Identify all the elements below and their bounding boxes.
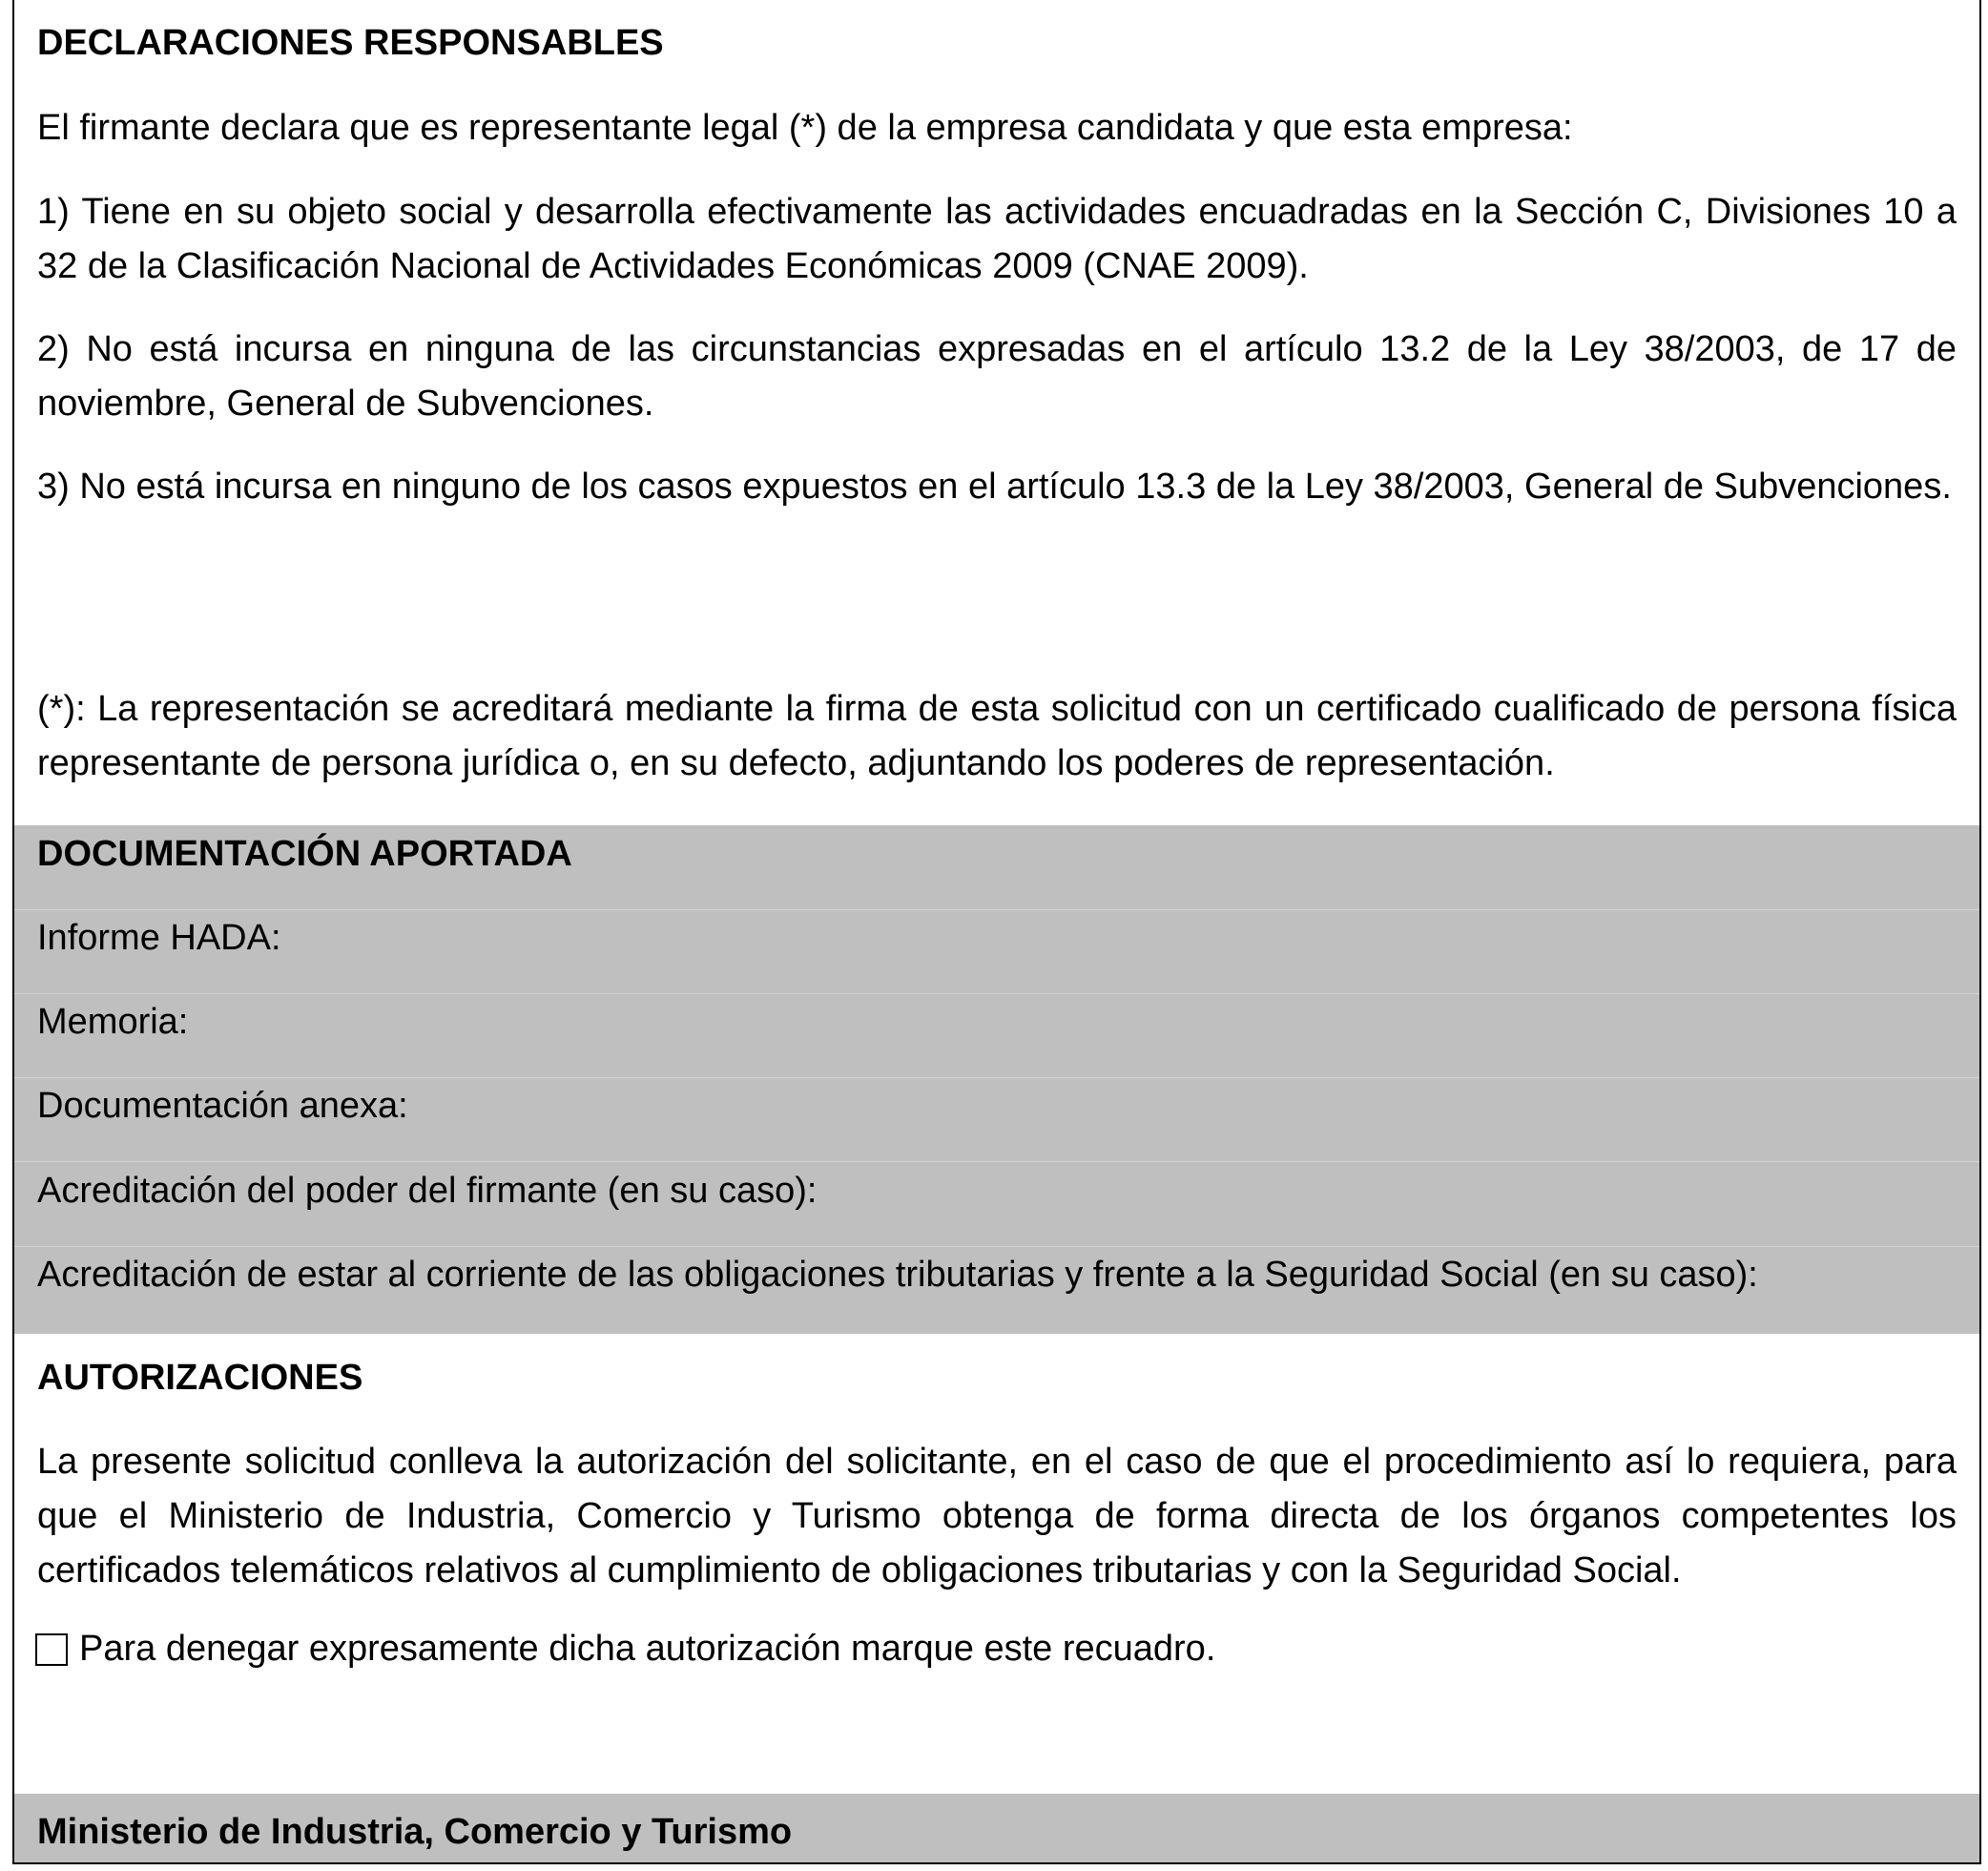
form-frame — [12, 0, 1981, 1864]
doc-item-acreditacion-poder: Acreditación del poder del firmante (en su caso): — [37, 1171, 818, 1211]
declaracion-item-3: 3) No está incursa en ninguno de los casos expuestos en el artículo 13.3 de la Ley 38/2003, General de Subvenciones. — [37, 467, 1952, 507]
declaraciones-heading: DECLARACIONES RESPONSABLES — [37, 23, 664, 63]
declaracion-item-1: 1) Tiene en su objeto social y desarrolla efectivamente las actividades encuadradas en la Sección C, Divisiones 10 a 32 de la Clasificación Nacional de Actividades Económicas 2009 (CNAE 2009). — [37, 192, 1957, 286]
doc-item-memoria: Memoria: — [37, 1002, 189, 1042]
row-divider — [14, 909, 1979, 910]
declaraciones-footnote: (*): La representación se acreditará mediante la firma de esta solicitud con un certificado cualificado de persona física representante de persona jurídica o, en su defecto, adjuntando los poderes de representación. — [37, 689, 1957, 783]
doc-item-informe-hada: Informe HADA: — [37, 918, 281, 958]
footer-band — [14, 1794, 1979, 1864]
declaracion-item-2: 2) No está incursa en ninguna de las circunstancias expresadas en el artículo 13.2 de la Ley 38/2003, de 17 de noviembre, General de Subvenciones. — [37, 329, 1957, 424]
declaraciones-section — [14, 0, 1979, 825]
denegar-autorizacion-checkbox[interactable] — [35, 1633, 68, 1666]
row-divider — [14, 993, 1979, 994]
autorizaciones-body: La presente solicitud conlleva la autorización del solicitante, en el caso de que el procedimiento así lo requiera, para que el Ministerio de Industria, Comercio y Turismo obtenga de forma directa de los órganos competentes los certificados telemáticos relativos al cumplimiento de obligaciones tributarias y con la Seguridad Social. — [37, 1442, 1957, 1590]
autorizaciones-section — [14, 1334, 1979, 1794]
declaraciones-intro: El firmante declara que es representante legal (*) de la empresa candidata y que esta empresa: — [37, 108, 1573, 148]
row-divider — [14, 1246, 1979, 1247]
documentacion-heading: DOCUMENTACIÓN APORTADA — [37, 834, 572, 874]
denegar-autorizacion-label: Para denegar expresamente dicha autorización marque este recuadro. — [79, 1629, 1216, 1669]
doc-item-documentacion-anexa: Documentación anexa: — [37, 1086, 408, 1126]
row-divider — [14, 1161, 1979, 1162]
documentacion-section — [14, 825, 1979, 1334]
doc-item-acreditacion-obligaciones: Acreditación de estar al corriente de las obligaciones tributarias y frente a la Seguridad Social (en su caso): — [37, 1255, 1758, 1295]
ministry-name: Ministerio de Industria, Comercio y Turismo — [37, 1812, 793, 1852]
autorizaciones-heading: AUTORIZACIONES — [37, 1358, 363, 1398]
row-divider — [14, 1077, 1979, 1078]
